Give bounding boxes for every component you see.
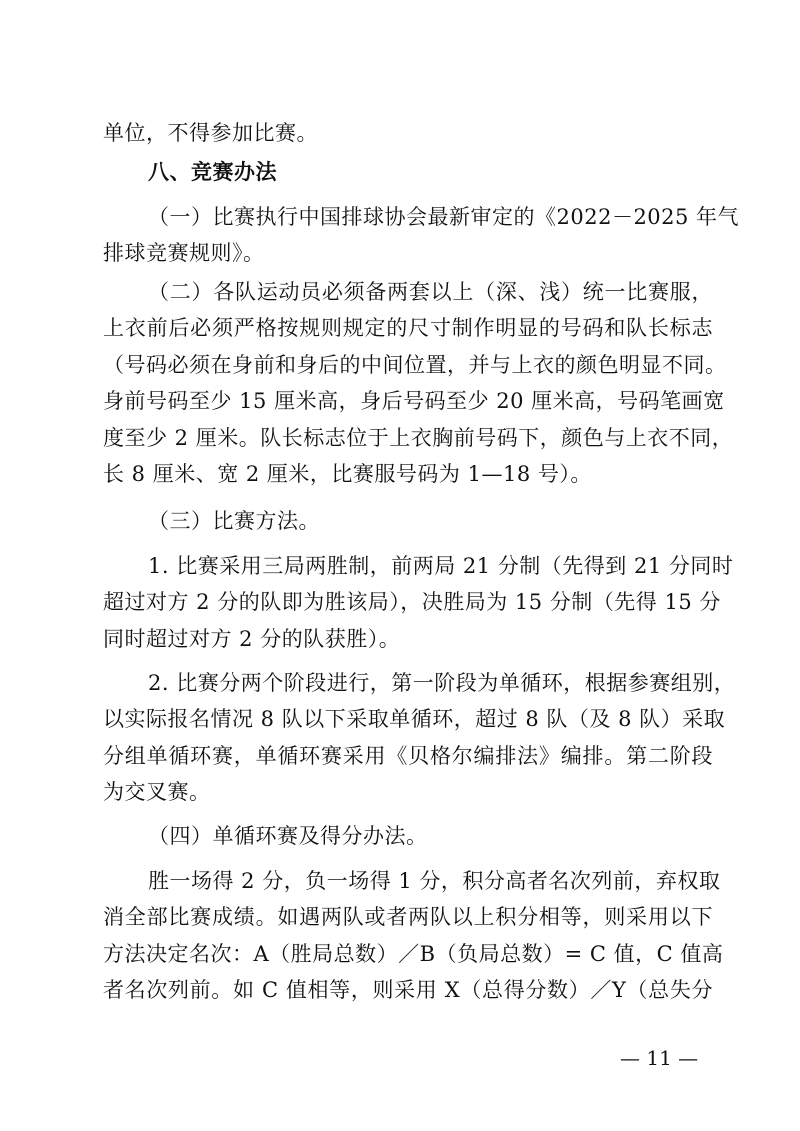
text-line: 以实际报名情况 8 队以下采取单循环，超过 8 队（及 8 队）采取 [103,707,726,731]
text-line: （四）单循环赛及得分办法。 [148,824,428,848]
text-line: 同时超过对方 2 分的队获胜）。 [103,627,401,651]
text-line: 单位，不得参加比赛。 [103,121,318,145]
text-line: （一）比赛执行中国排球协会最新审定的《2022－2025 年气 [148,205,740,229]
text-line: 为交叉赛。 [103,780,211,804]
text-line: 上衣前后必须严格按规则规定的尺寸制作明显的号码和队长标志 [103,316,713,340]
text-line: （号码必须在身前和身后的中间位置，并与上衣的颜色明显不同。 [103,353,727,377]
section-heading: 八、竞赛办法 [148,160,277,184]
text-line: 2. 比赛分两个阶段进行，第一阶段为单循环，根据参赛组别， [148,671,736,695]
text-line: 1. 比赛采用三局两胜制，前两局 21 分制（先得到 21 分同时 [148,554,734,578]
text-line: 超过对方 2 分的队即为胜该局），决胜局为 15 分制（先得 15 分 [103,590,721,614]
text-line: （三）比赛方法。 [148,509,320,533]
text-line: 胜一场得 2 分，负一场得 1 分，积分高者名次列前，弃权取 [148,869,721,893]
text-line: 身前号码至少 15 厘米高，身后号码至少 20 厘米高，号码笔画宽 [103,389,725,413]
text-line: 消全部比赛成绩。如遇两队或者两队以上积分相等，则采用以下 [103,905,713,929]
text-line: （二）各队运动员必须备两套以上（深、浅）统一比赛服， [148,280,713,304]
text-line: 长 8 厘米、宽 2 厘米，比赛服号码为 1—18 号）。 [103,462,592,486]
text-line: 排球竞赛规则》。 [103,241,265,265]
text-line: 者名次列前。如 C 值相等，则采用 X（总得分数）／Y（总失分 [103,978,713,1002]
page-number: — 11 — [620,1046,699,1070]
text-line: 度至少 2 厘米。队长标志位于上衣胸前号码下，颜色与上衣不同， [103,426,734,450]
text-line: 方法决定名次：A（胜局总数）／B（负局总数）= C 值，C 值高 [103,942,724,966]
text-line: 分组单循环赛，单循环赛采用《贝格尔编排法》编排。第二阶段 [103,744,713,768]
